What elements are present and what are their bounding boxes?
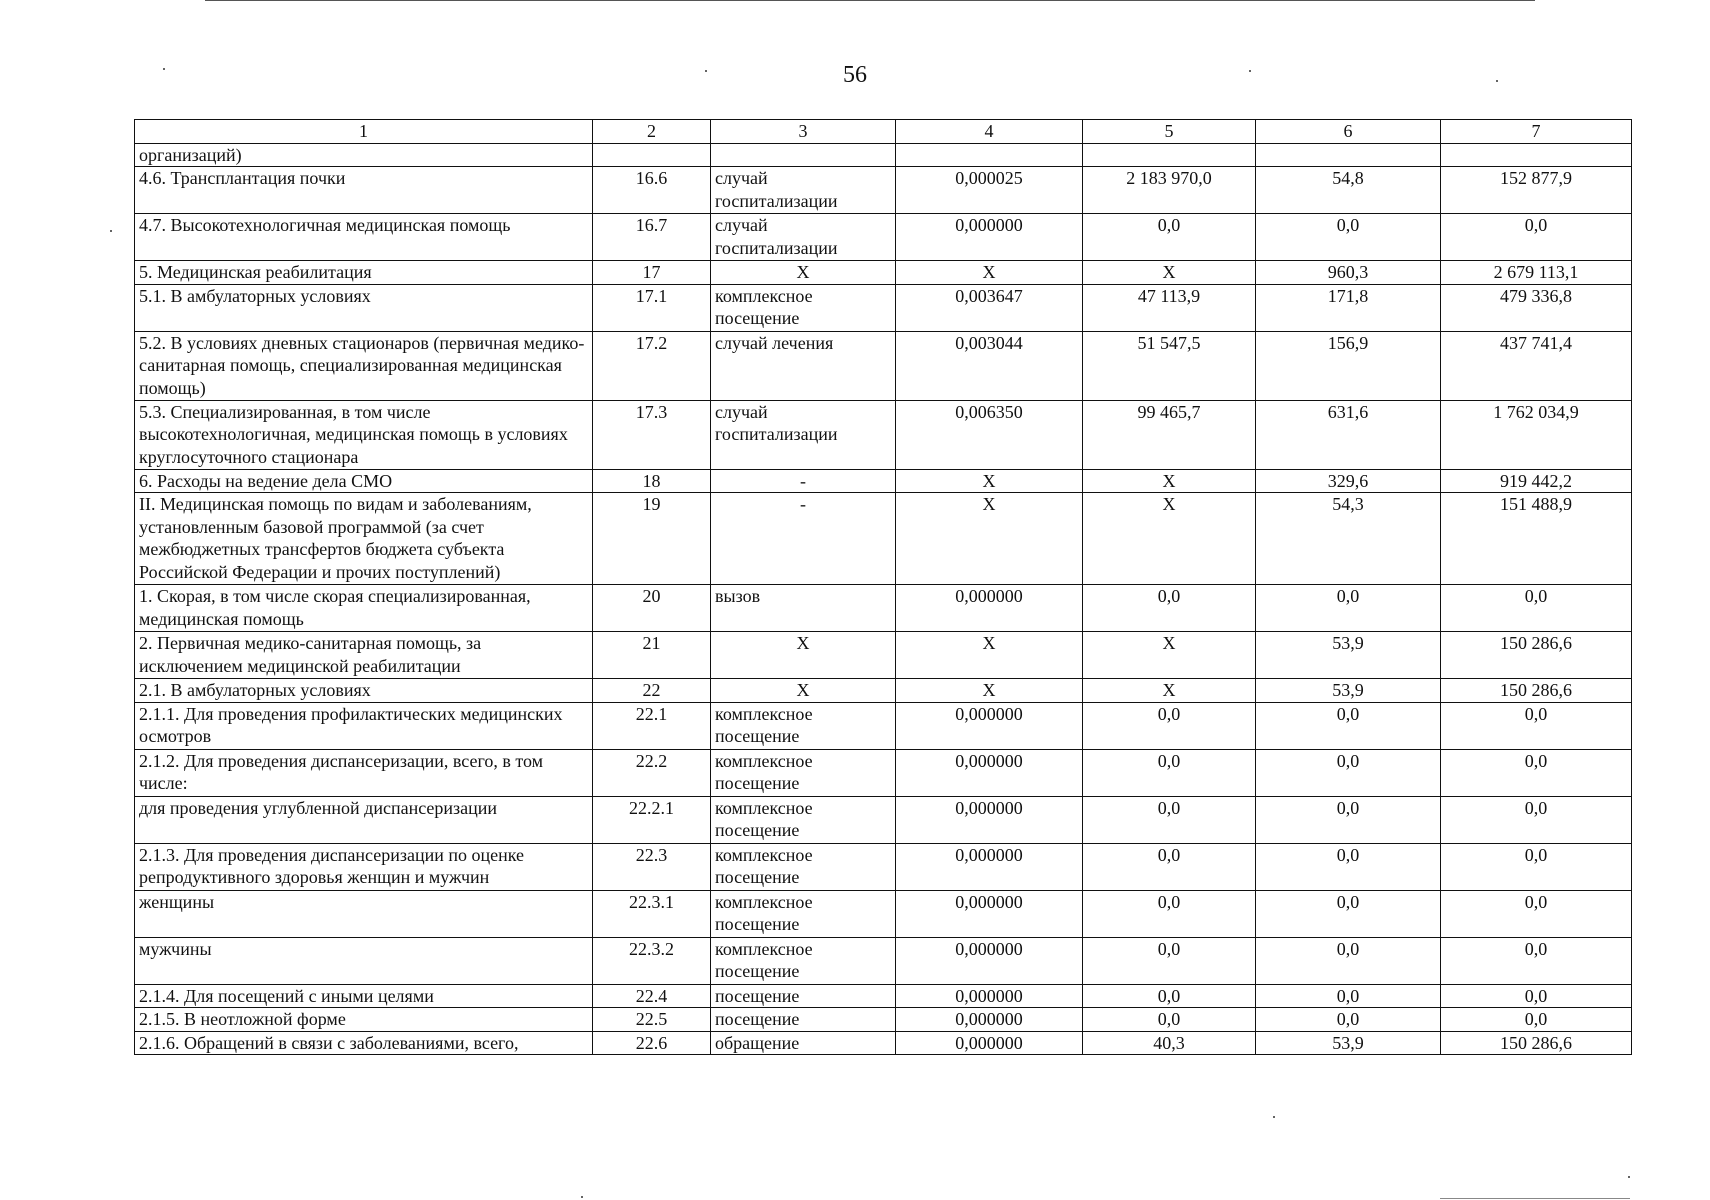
cell-col-3: комплексное посещение (711, 749, 896, 796)
cell-col-6: 960,3 (1256, 261, 1441, 285)
cell-col-4: 0,003647 (896, 284, 1083, 331)
scan-speck (581, 1196, 583, 1198)
cell-col-1: 5.1. В амбулаторных условиях (135, 284, 593, 331)
table-row (135, 400, 1632, 469)
cell-col-7 (1441, 143, 1632, 167)
cell-col-1: 5.3. Специализированная, в том числе высокотехнологичная, медицинская помощь в условиях круглосуточного стационара (135, 400, 593, 469)
cell-col-3: комплексное посещение (711, 702, 896, 749)
cell-col-7: 0,0 (1441, 1008, 1632, 1032)
cell-col-7: 0,0 (1441, 214, 1632, 261)
cell-col-3: - (711, 469, 896, 493)
cell-col-4: X (896, 469, 1083, 493)
column-header-4: 4 (896, 120, 1083, 144)
cell-col-5: 0,0 (1083, 214, 1256, 261)
cell-col-1: 1. Скорая, в том числе скорая специализированная, медицинская помощь (135, 585, 593, 632)
cell-col-4: 0,000000 (896, 214, 1083, 261)
scan-speck (1628, 1176, 1630, 1178)
cell-col-4: X (896, 632, 1083, 679)
table-row (135, 1008, 1632, 1032)
scan-speck (163, 68, 165, 70)
budget-table (134, 119, 1632, 1055)
cell-col-3: комплексное посещение (711, 843, 896, 890)
cell-col-5: 0,0 (1083, 702, 1256, 749)
column-header-2: 2 (593, 120, 711, 144)
cell-col-3: вызов (711, 585, 896, 632)
cell-col-7: 919 442,2 (1441, 469, 1632, 493)
cell-col-3: комплексное посещение (711, 937, 896, 984)
cell-col-6: 0,0 (1256, 702, 1441, 749)
cell-col-2: 22.1 (593, 702, 711, 749)
scan-speck (1249, 70, 1251, 72)
cell-col-5: 0,0 (1083, 749, 1256, 796)
cell-col-2: 17.3 (593, 400, 711, 469)
cell-col-6: 0,0 (1256, 984, 1441, 1008)
cell-col-4: 0,006350 (896, 400, 1083, 469)
table-row (135, 214, 1632, 261)
cell-col-6: 53,9 (1256, 679, 1441, 703)
cell-col-7: 0,0 (1441, 984, 1632, 1008)
cell-col-3: комплексное посещение (711, 284, 896, 331)
cell-col-1: 2.1.2. Для проведения диспансеризации, всего, в том числе: (135, 749, 593, 796)
cell-col-5: 0,0 (1083, 937, 1256, 984)
cell-col-3: X (711, 261, 896, 285)
cell-col-2: 22.5 (593, 1008, 711, 1032)
cell-col-6: 53,9 (1256, 632, 1441, 679)
cell-col-5: 2 183 970,0 (1083, 167, 1256, 214)
cell-col-1: 2.1.5. В неотложной форме (135, 1008, 593, 1032)
cell-col-6: 0,0 (1256, 214, 1441, 261)
cell-col-1: организаций) (135, 143, 593, 167)
cell-col-2 (593, 143, 711, 167)
scan-speck (1273, 1116, 1275, 1118)
cell-col-5: 51 547,5 (1083, 331, 1256, 400)
cell-col-1: для проведения углубленной диспансеризации (135, 796, 593, 843)
cell-col-5: 47 113,9 (1083, 284, 1256, 331)
header-row (135, 120, 1632, 144)
cell-col-4 (896, 143, 1083, 167)
cell-col-5: 0,0 (1083, 984, 1256, 1008)
cell-col-2: 18 (593, 469, 711, 493)
cell-col-4: X (896, 679, 1083, 703)
cell-col-1: мужчины (135, 937, 593, 984)
table-row (135, 284, 1632, 331)
cell-col-4: 0,000000 (896, 843, 1083, 890)
cell-col-7: 437 741,4 (1441, 331, 1632, 400)
cell-col-1: 2.1.1. Для проведения профилактических медицинских осмотров (135, 702, 593, 749)
cell-col-2: 22.2.1 (593, 796, 711, 843)
column-header-5: 5 (1083, 120, 1256, 144)
cell-col-4: 0,000000 (896, 890, 1083, 937)
cell-col-6: 0,0 (1256, 890, 1441, 937)
cell-col-4: 0,000000 (896, 749, 1083, 796)
cell-col-1: 4.6. Трансплантация почки (135, 167, 593, 214)
cell-col-3: случай госпитализации (711, 214, 896, 261)
cell-col-3: посещение (711, 1008, 896, 1032)
table-row (135, 167, 1632, 214)
cell-col-2: 22.2 (593, 749, 711, 796)
table-row (135, 493, 1632, 585)
cell-col-4: X (896, 493, 1083, 585)
cell-col-4: X (896, 261, 1083, 285)
cell-col-7: 2 679 113,1 (1441, 261, 1632, 285)
cell-col-5: X (1083, 679, 1256, 703)
cell-col-3: случай госпитализации (711, 167, 896, 214)
cell-col-5: 0,0 (1083, 843, 1256, 890)
cell-col-2: 19 (593, 493, 711, 585)
cell-col-5: X (1083, 261, 1256, 285)
page-number: 56 (843, 62, 867, 88)
cell-col-4: 0,000000 (896, 585, 1083, 632)
cell-col-4: 0,000000 (896, 937, 1083, 984)
cell-col-7: 1 762 034,9 (1441, 400, 1632, 469)
cell-col-5: 0,0 (1083, 585, 1256, 632)
cell-col-7: 0,0 (1441, 890, 1632, 937)
column-header-6: 6 (1256, 120, 1441, 144)
cell-col-3: случай лечения (711, 331, 896, 400)
cell-col-1: 5. Медицинская реабилитация (135, 261, 593, 285)
column-header-3: 3 (711, 120, 896, 144)
cell-col-2: 22 (593, 679, 711, 703)
cell-col-3: X (711, 632, 896, 679)
cell-col-2: 22.3.2 (593, 937, 711, 984)
cell-col-1: 6. Расходы на ведение дела СМО (135, 469, 593, 493)
top-scan-rule (205, 0, 1535, 1)
cell-col-7: 0,0 (1441, 749, 1632, 796)
cell-col-4: 0,000000 (896, 1008, 1083, 1032)
cell-col-1: 2.1.6. Обращений в связи с заболеваниями, всего, (135, 1031, 593, 1055)
cell-col-7: 0,0 (1441, 585, 1632, 632)
table-row (135, 890, 1632, 937)
cell-col-3 (711, 143, 896, 167)
cell-col-6: 0,0 (1256, 585, 1441, 632)
table-row (135, 679, 1632, 703)
cell-col-5: 0,0 (1083, 890, 1256, 937)
cell-col-7: 151 488,9 (1441, 493, 1632, 585)
cell-col-6: 171,8 (1256, 284, 1441, 331)
cell-col-6: 0,0 (1256, 937, 1441, 984)
cell-col-1: 4.7. Высокотехнологичная медицинская помощь (135, 214, 593, 261)
table-row (135, 469, 1632, 493)
cell-col-6: 329,6 (1256, 469, 1441, 493)
cell-col-2: 16.7 (593, 214, 711, 261)
column-header-1: 1 (135, 120, 593, 144)
table-row (135, 702, 1632, 749)
cell-col-2: 22.3.1 (593, 890, 711, 937)
cell-col-3: комплексное посещение (711, 796, 896, 843)
cell-col-7: 0,0 (1441, 843, 1632, 890)
cell-col-6: 0,0 (1256, 796, 1441, 843)
table-row (135, 796, 1632, 843)
cell-col-7: 150 286,6 (1441, 679, 1632, 703)
cell-col-5: X (1083, 632, 1256, 679)
cell-col-4: 0,000000 (896, 1031, 1083, 1055)
cell-col-6: 631,6 (1256, 400, 1441, 469)
scan-edge-mark (1440, 1198, 1630, 1199)
cell-col-3: - (711, 493, 896, 585)
cell-col-5: X (1083, 493, 1256, 585)
cell-col-1: 5.2. В условиях дневных стационаров (первичная медико-санитарная помощь, специализированная медицинская помощь) (135, 331, 593, 400)
cell-col-7: 152 877,9 (1441, 167, 1632, 214)
cell-col-6: 53,9 (1256, 1031, 1441, 1055)
cell-col-2: 22.4 (593, 984, 711, 1008)
cell-col-4: 0,000025 (896, 167, 1083, 214)
table-row (135, 937, 1632, 984)
cell-col-7: 0,0 (1441, 702, 1632, 749)
cell-col-7: 0,0 (1441, 937, 1632, 984)
table-row (135, 749, 1632, 796)
cell-col-5: X (1083, 469, 1256, 493)
table-row (135, 1031, 1632, 1055)
scan-speck (705, 70, 707, 72)
cell-col-6: 54,8 (1256, 167, 1441, 214)
cell-col-7: 479 336,8 (1441, 284, 1632, 331)
cell-col-6: 54,3 (1256, 493, 1441, 585)
cell-col-6: 0,0 (1256, 843, 1441, 890)
cell-col-4: 0,003044 (896, 331, 1083, 400)
table-row (135, 331, 1632, 400)
cell-col-5: 40,3 (1083, 1031, 1256, 1055)
cell-col-2: 20 (593, 585, 711, 632)
cell-col-1: 2. Первичная медико-санитарная помощь, за исключением медицинской реабилитации (135, 632, 593, 679)
table-row (135, 261, 1632, 285)
cell-col-6: 156,9 (1256, 331, 1441, 400)
cell-col-2: 17.1 (593, 284, 711, 331)
cell-col-1: 2.1.3. Для проведения диспансеризации по оценке репродуктивного здоровья женщин и мужчин (135, 843, 593, 890)
cell-col-2: 16.6 (593, 167, 711, 214)
table-row (135, 585, 1632, 632)
cell-col-4: 0,000000 (896, 984, 1083, 1008)
table-row (135, 984, 1632, 1008)
cell-col-2: 21 (593, 632, 711, 679)
cell-col-7: 0,0 (1441, 796, 1632, 843)
cell-col-3: X (711, 679, 896, 703)
table-row (135, 632, 1632, 679)
cell-col-2: 17.2 (593, 331, 711, 400)
scan-speck (110, 230, 112, 232)
cell-col-3: обращение (711, 1031, 896, 1055)
cell-col-4: 0,000000 (896, 702, 1083, 749)
scan-speck (1496, 80, 1498, 82)
cell-col-7: 150 286,6 (1441, 632, 1632, 679)
cell-col-6 (1256, 143, 1441, 167)
cell-col-5: 0,0 (1083, 796, 1256, 843)
cell-col-1: II. Медицинская помощь по видам и заболеваниям, установленным базовой программой (за счет межбюджетных трансфертов бюджета субъекта Российской Федерации и прочих поступлений) (135, 493, 593, 585)
column-header-7: 7 (1441, 120, 1632, 144)
cell-col-3: случай госпитализации (711, 400, 896, 469)
cell-col-5: 0,0 (1083, 1008, 1256, 1032)
cell-col-2: 22.3 (593, 843, 711, 890)
cell-col-3: посещение (711, 984, 896, 1008)
table-row (135, 143, 1632, 167)
cell-col-5 (1083, 143, 1256, 167)
cell-col-2: 22.6 (593, 1031, 711, 1055)
table-row (135, 843, 1632, 890)
cell-col-1: женщины (135, 890, 593, 937)
cell-col-3: комплексное посещение (711, 890, 896, 937)
table-body (135, 143, 1632, 1055)
cell-col-7: 150 286,6 (1441, 1031, 1632, 1055)
cell-col-1: 2.1. В амбулаторных условиях (135, 679, 593, 703)
cell-col-6: 0,0 (1256, 1008, 1441, 1032)
cell-col-6: 0,0 (1256, 749, 1441, 796)
cell-col-1: 2.1.4. Для посещений с иными целями (135, 984, 593, 1008)
cell-col-2: 17 (593, 261, 711, 285)
cell-col-5: 99 465,7 (1083, 400, 1256, 469)
cell-col-4: 0,000000 (896, 796, 1083, 843)
